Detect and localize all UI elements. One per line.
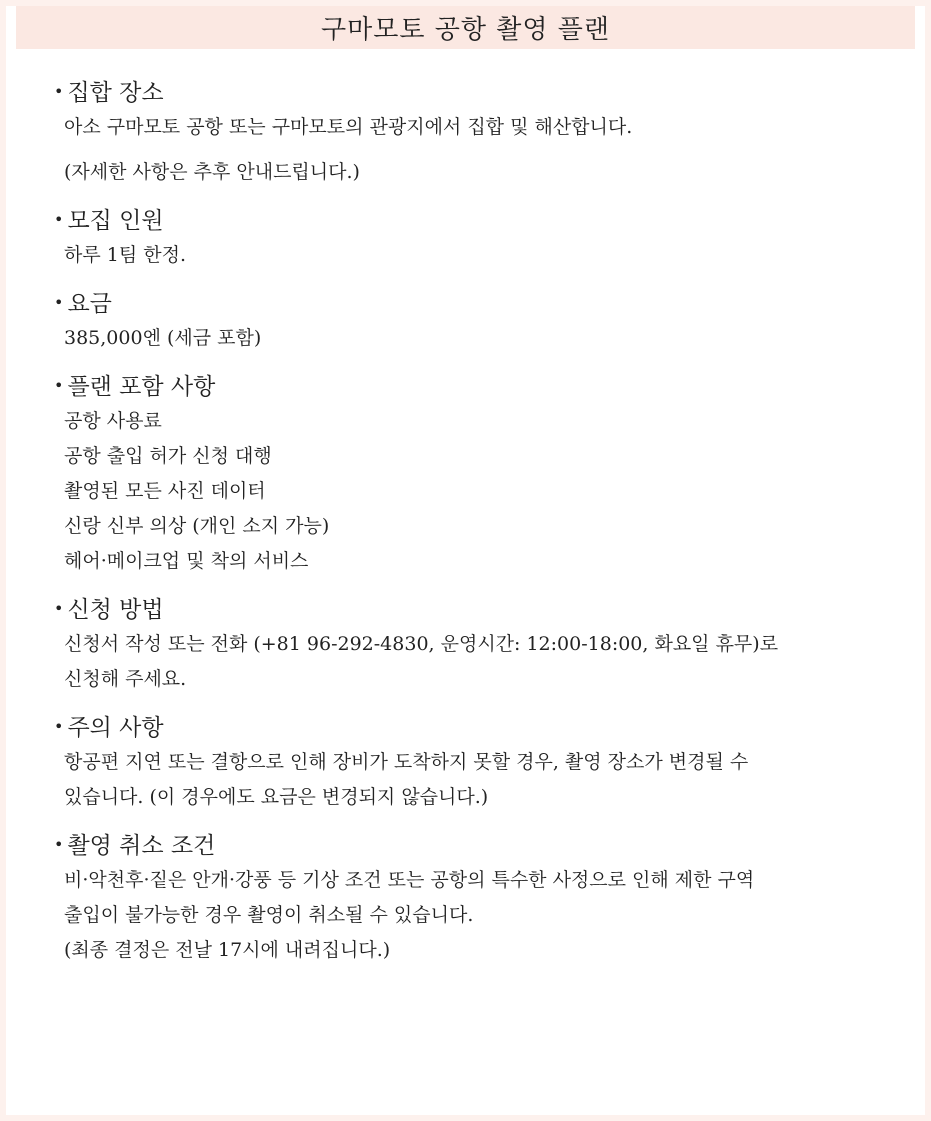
section-inclusions: [54, 370, 894, 579]
bullet-icon: •: [54, 293, 64, 312]
section-line: (최종 결정은 전날 17시에 내려집니다.): [64, 939, 391, 961]
section-line: 공항 출입 허가 신청 대행: [64, 445, 272, 467]
section-heading-text: 집합 장소: [67, 80, 164, 106]
plan-card: [6, 6, 925, 1115]
section-line: 신청서 작성 또는 전화 (+81 96-292-4830, 운영시간: 12:00-18:00, 화요일 휴무)로: [64, 633, 779, 655]
bullet-icon: •: [54, 82, 64, 101]
section-heading-text: 신청 방법: [67, 597, 164, 623]
section-line: 신청해 주세요.: [64, 668, 187, 690]
section-application: [54, 593, 894, 697]
section-heading: [54, 593, 894, 627]
section-heading: [54, 287, 894, 321]
section-cancellation: [54, 829, 894, 968]
section-heading: [54, 76, 894, 110]
section-line: 헤어·메이크업 및 착의 서비스: [64, 550, 309, 572]
section-line: 신랑 신부 의상 (개인 소지 가능): [64, 515, 330, 537]
bullet-icon: •: [54, 717, 64, 736]
section-heading-text: 요금: [67, 291, 112, 317]
section-line: 항공편 지연 또는 결항으로 인해 장비가 도착하지 못할 경우, 촬영 장소가 변경될 수: [64, 751, 749, 773]
section-heading-text: 촬영 취소 조건: [67, 833, 216, 859]
bullet-icon: •: [54, 376, 64, 395]
section-capacity: [54, 204, 894, 273]
section-meeting-place: [54, 76, 894, 190]
section-heading: [54, 829, 894, 863]
section-price: [54, 287, 894, 356]
bullet-icon: •: [54, 835, 64, 854]
section-line: 출입이 불가능한 경우 촬영이 취소될 수 있습니다.: [64, 904, 474, 926]
plan-content: [54, 76, 894, 968]
section-heading: [54, 370, 894, 404]
section-heading-text: 모집 인원: [67, 208, 164, 234]
section-heading-text: 주의 사항: [67, 715, 164, 741]
title-bar: [16, 6, 915, 49]
section-line: (자세한 사항은 추후 안내드립니다.): [64, 161, 360, 183]
section-line: 공항 사용료: [64, 410, 162, 432]
section-line: 하루 1팀 한정.: [64, 244, 186, 266]
section-line: 비·악천후·짙은 안개·강풍 등 기상 조건 또는 공항의 특수한 사정으로 인해 제한 구역: [64, 869, 755, 891]
section-line: 385,000엔 (세금 포함): [64, 327, 262, 349]
page-title: 구마모토 공항 촬영 플랜: [321, 15, 610, 45]
bullet-icon: •: [54, 599, 64, 618]
section-heading: [54, 204, 894, 238]
section-notes: [54, 711, 894, 815]
section-heading-text: 플랜 포함 사항: [67, 374, 216, 400]
section-line: 아소 구마모토 공항 또는 구마모토의 관광지에서 집합 및 해산합니다.: [64, 116, 633, 138]
section-line: 촬영된 모든 사진 데이터: [64, 480, 266, 502]
bullet-icon: •: [54, 210, 64, 229]
section-line: 있습니다. (이 경우에도 요금은 변경되지 않습니다.): [64, 786, 489, 808]
section-heading: [54, 711, 894, 745]
